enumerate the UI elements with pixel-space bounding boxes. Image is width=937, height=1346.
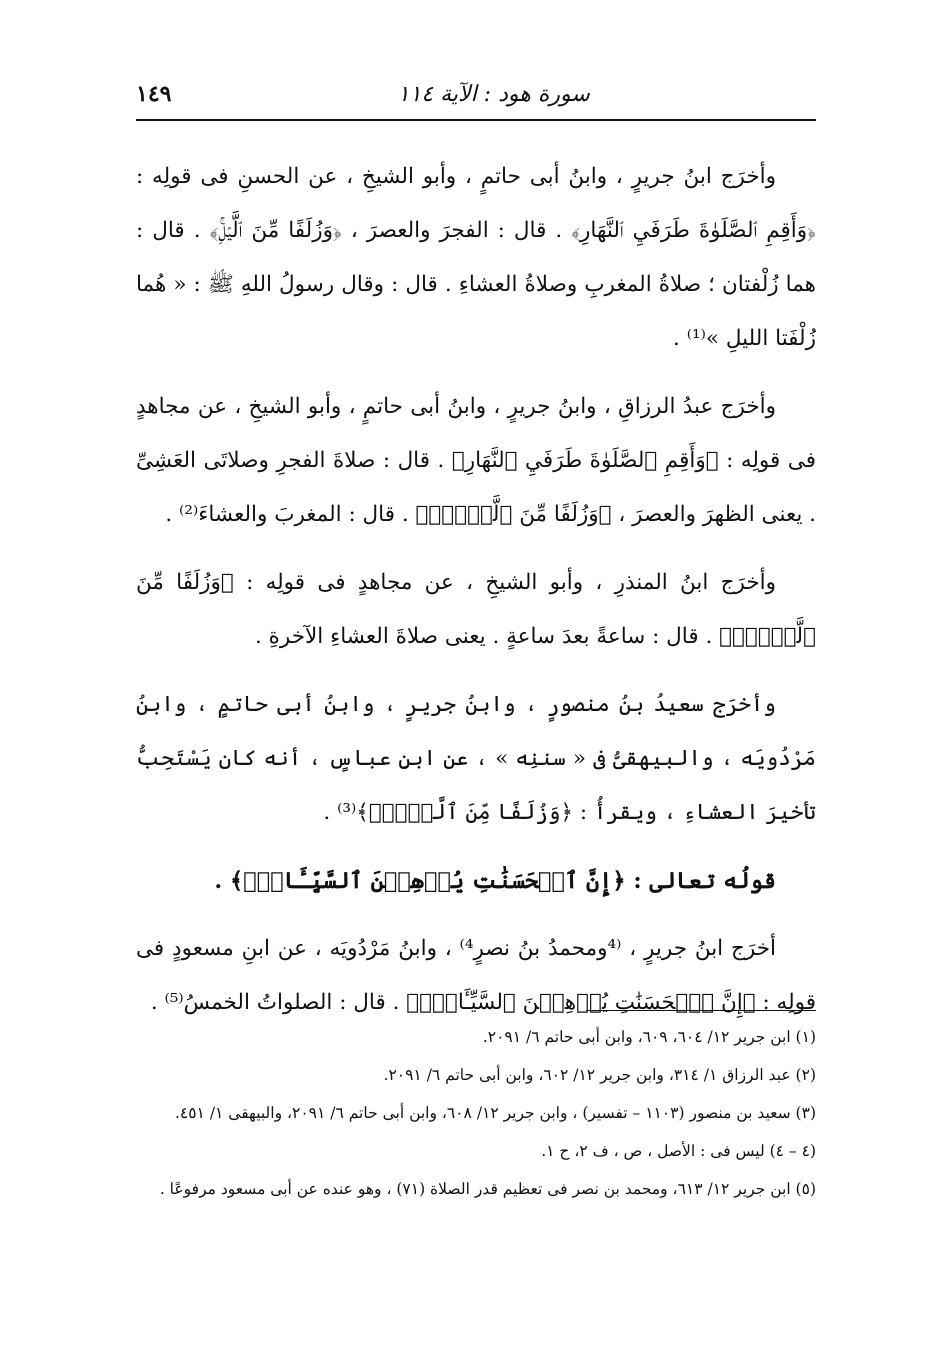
- footnote-2: (٢) عبد الرزاق ١/ ٣١٤، وابن جرير ١٢/ ٦٠٢، وابن أبى حاتم ٦/ ٢٠٩١.: [383, 1066, 816, 1084]
- section-heading: قولُه تعالى : ﴿إِنَّ ٱلۡحَسَنَٰتِ يُذۡهِبۡنَ ٱلسَّيِّـَٔاتِۚ﴾ .: [214, 868, 776, 894]
- page-header: [136, 72, 816, 116]
- footnote-5: (٥) ابن جرير ١٢/ ٦١٣، ومحمد بن نصر فى تعظيم قدر الصلاة (٧١) ، وهو عنده عن أبى مسعود مرفوعًا .: [159, 1180, 816, 1198]
- paragraph-1: وأخرَج ابنُ جريرٍ ، وابنُ أبى حاتمٍ ، وأبو الشيخِ ، عن الحسنِ فى قولِه : ﴿وَأَقِمِ ٱلصَّلَوٰةَ طَرَفَيِ ٱلنَّهَارِ﴾ . قال : الفجرَ والعصرَ ، ﴿وَزُلَفًا مِّنَ ٱلَّيۡلِۚ﴾ . قال : هما زُلْفتان ؛ صلاةُ المغربِ وصلاةُ العشاءِ . قال : وقال رسولُ اللهِ ﷺ : « هُما زُلْفَتا الليلِ »⁽¹⁾ .: [136, 164, 816, 351]
- footnote-3: (٣) سعيد بن منصور (١١٠٣ – تفسير) ، وابن جرير ١٢/ ٦٠٨، وابن أبى حاتم ٦/ ٢٠٩١، والبيهقى ١/ ٤٥١.: [174, 1104, 816, 1122]
- page-number: ١٤٩: [136, 81, 172, 107]
- paragraph-5: أخرَج ابنُ جريرٍ ، ⁽⁴ومحمدُ بنُ نصرٍ⁴⁾ ، وابنُ مَرْدُويَه ، عن ابنِ مسعودٍ فى قولِه : ﴿إِنَّ ٱلۡحَسَنَٰتِ يُذۡهِبۡنَ ٱلسَّيِّـَٔاتِۚ﴾ . قال : الصلواتُ الخمسُ⁽⁵⁾ .: [136, 936, 816, 1015]
- footnote-4: (٤ – ٤) ليس فى : الأصل ، ص ، ف ٢، ح ١.: [541, 1142, 816, 1160]
- running-title: سورة هود : الآية ١١٤: [397, 81, 590, 107]
- header-rule: [136, 119, 816, 121]
- paragraph-3: وأخرَج ابنُ المنذرِ ، وأبو الشيخِ ، عن مجاهدٍ فى قولِه : ﴿وَزُلَفًا مِّنَ ٱلَّيۡلِۚ﴾ . قال : ساعةً بعدَ ساعةٍ . يعنى صلاةَ العشاءِ الآخرةِ .: [136, 570, 816, 649]
- paragraph-4: وأخرَج سعيدُ بنُ منصورٍ ، وابنُ جريرٍ ، وابنُ أبى حاتمٍ ، وابنُ مَرْدُويَه ، والبيهقىُّ فى « سننِه » ، عن ابنِ عباسٍ ، أنه كان يَسْتَحِبُّ تأخيرَ العشاءِ ، ويقرأُ : ﴿وَزُلَفًا مِّنَ ٱلَّيۡلِۚ﴾⁽³⁾ .: [136, 692, 816, 825]
- footnotes: [136, 1022, 816, 1212]
- paragraph-2: وأخرَج عبدُ الرزاقِ ، وابنُ جريرٍ ، وابنُ أبى حاتمٍ ، وأبو الشيخِ ، عن مجاهدٍ فى قولِه : ﴿وَأَقِمِ ٱلصَّلَوٰةَ طَرَفَيِ ٱلنَّهَارِ﴾ . قال : صلاةَ الفجرِ وصلاتَى العَشِىِّ . يعنى الظهرَ والعصرَ ، ﴿وَزُلَفًا مِّنَ ٱلَّيۡلِۚ﴾ . قال : المغربَ والعشاءَ⁽²⁾ .: [136, 394, 816, 527]
- main-text: [136, 150, 816, 1044]
- footnote-rule: [586, 1010, 816, 1011]
- footnote-1: (١) ابن جرير ١٢/ ٦٠٤، ٦٠٩، وابن أبى حاتم ٦/ ٢٠٩١.: [482, 1028, 816, 1046]
